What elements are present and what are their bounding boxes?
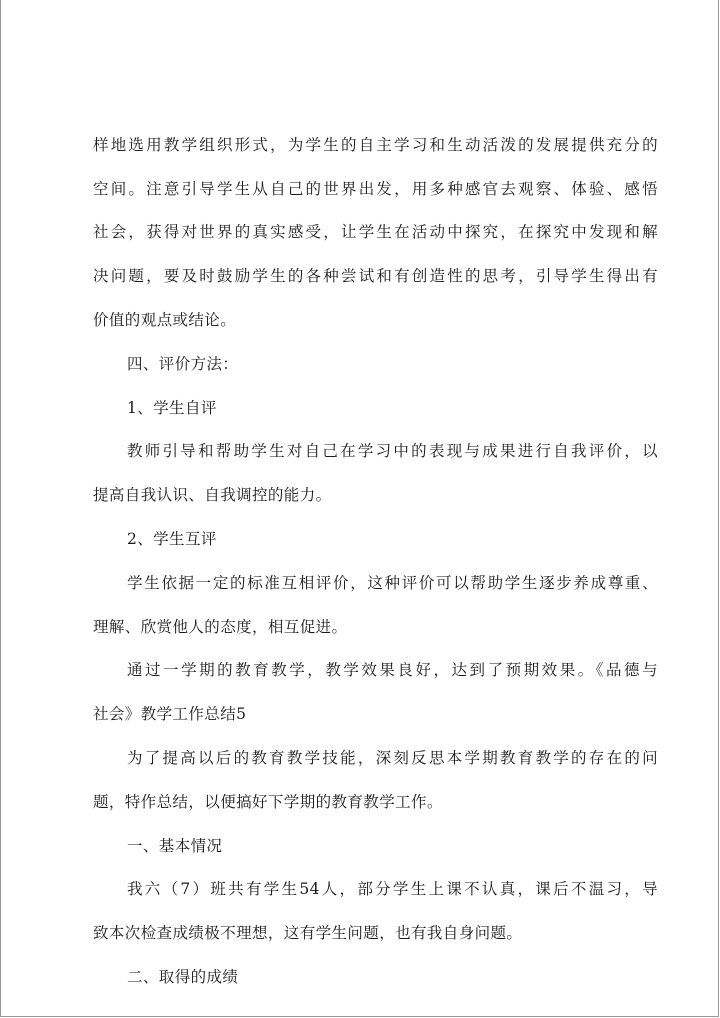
text-line: 题，特作总结，以便搞好下学期的教育教学工作。 <box>93 793 443 811</box>
text-line: 社会》教学工作总结5 <box>93 705 247 723</box>
section-heading: 二、取得的成绩 <box>127 968 239 986</box>
text-line: 价值的观点或结论。 <box>93 311 237 329</box>
text-line: 通过一学期的教育教学，教学效果良好，达到了预期效果。《品德与 <box>127 661 658 679</box>
section-heading: 一、基本情况 <box>127 837 223 855</box>
text-line: 我六（7）班共有学生54人，部分学生上课不认真，课后不温习，导 <box>127 880 658 898</box>
text-line: 空间。注意引导学生从自己的世界出发，用多种感官去观察、体验、感悟 <box>93 180 658 198</box>
section-heading: 四、评价方法： <box>127 355 239 373</box>
subsection-heading: 2、学生互评 <box>127 530 217 548</box>
text-line: 理解、欣赏他人的态度，相互促进。 <box>93 618 348 636</box>
subsection-heading: 1、学生自评 <box>127 399 217 417</box>
text-line: 决问题，要及时鼓励学生的各种尝试和有创造性的思考，引导学生得出有 <box>93 267 658 285</box>
text-line: 为了提高以后的教育教学技能，深刻反思本学期教育教学的存在的问 <box>127 749 658 767</box>
text-line: 社会，获得对世界的真实感受，让学生在活动中探究，在探究中发现和解 <box>93 223 658 241</box>
text-line: 样地选用教学组织形式，为学生的自主学习和生动活泼的发展提供充分的 <box>93 136 658 154</box>
text-line: 学生依据一定的标准互相评价，这种评价可以帮助学生逐步养成尊重、 <box>127 574 658 592</box>
text-line: 教师引导和帮助学生对自己在学习中的表现与成果进行自我评价，以 <box>127 442 658 460</box>
text-line: 提高自我认识、自我调控的能力。 <box>93 486 332 504</box>
text-line: 致本次检查成绩极不理想，这有学生问题，也有我自身问题。 <box>93 924 523 942</box>
